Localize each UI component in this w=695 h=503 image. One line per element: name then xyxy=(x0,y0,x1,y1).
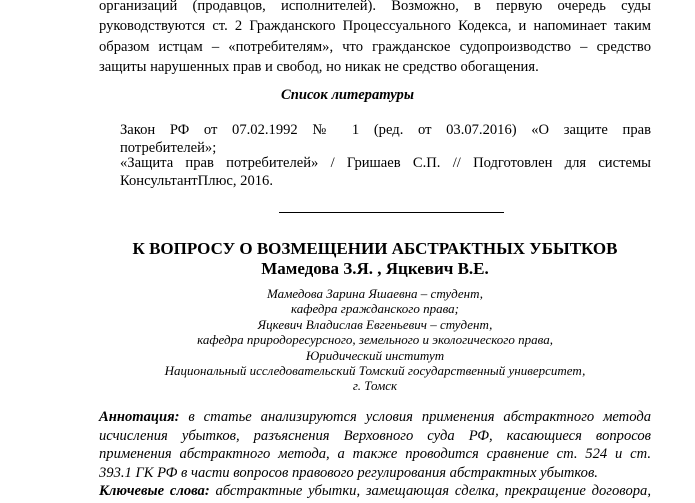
affiliation-line: Юридический институт xyxy=(305,347,445,363)
article-authors: Мамедова З.Я. , Яцкевич В.Е. xyxy=(261,259,489,278)
keywords-paragraph xyxy=(99,482,651,501)
reference-line: КонсультантПлюс, 2016. xyxy=(120,173,273,189)
reference-item-2 xyxy=(120,154,651,190)
intro-line: защиты нарушенных прав и свобод, но никак не средство обогащения. xyxy=(99,58,539,75)
keywords-line xyxy=(99,482,651,501)
abstract-line: 393.1 ГК РФ в части вопросов правового регулирования абстрактных убытков. xyxy=(99,464,598,481)
intro-line: образом истцам – «потребителям», что гражданское судопроизводство – средство xyxy=(99,38,651,55)
intro-line: руководствуются ст. 2 Гражданского Процессуального Кодекса, и напоминает таким xyxy=(99,18,651,35)
section-divider xyxy=(279,212,504,213)
intro-line: организаций (продавцов, исполнителей). Возможно, в первую очередь суды xyxy=(99,0,651,14)
intro-paragraph xyxy=(99,0,651,77)
affiliation-line: Национальный исследовательский Томский государственный университет, xyxy=(164,363,586,379)
abstract-text: в статье анализируются условия применения абстрактного метода xyxy=(188,409,652,425)
reference-line: потребителей»; xyxy=(120,140,217,156)
reference-line: Закон РФ от 07.02.1992 № 1 (ред. от 03.07.2016) «О защите прав xyxy=(120,122,651,138)
abstract-line xyxy=(99,408,651,427)
reference-line: «Защита прав потребителей» / Гришаев С.П. // Подготовлен для системы xyxy=(120,155,651,171)
abstract-line: исчисления убытков, разъяснения Верховного суда РФ, касающиеся вопросов xyxy=(99,427,651,444)
keywords-text: абстрактные убытки, замещающая сделка, прекращение договора, xyxy=(215,483,651,499)
affiliation-line: кафедра гражданского права; xyxy=(290,301,459,317)
affiliation-line: Мамедова Зарина Яшаевна – студент, xyxy=(266,286,484,301)
keywords-label: Ключевые слова: xyxy=(99,483,210,499)
author-affiliations xyxy=(0,286,695,394)
abstract-line: применения абстрактного метода, а также проводится сравнение ст. 524 и ст. xyxy=(99,446,651,463)
reference-item-1 xyxy=(120,121,651,157)
abstract-label: Аннотация: xyxy=(99,409,180,425)
article-title: К ВОПРОСУ О ВОЗМЕЩЕНИИ АБСТРАКТНЫХ УБЫТКОВ xyxy=(132,239,618,258)
affiliation-line: г. Томск xyxy=(352,378,398,394)
references-heading: Список литературы xyxy=(281,87,414,103)
affiliation-line: кафедра природоресурсного, земельного и экологического права, xyxy=(197,332,553,348)
abstract-paragraph xyxy=(99,408,651,482)
affiliation-line: Яцкевич Владислав Евгеньевич – студент, xyxy=(257,316,493,332)
